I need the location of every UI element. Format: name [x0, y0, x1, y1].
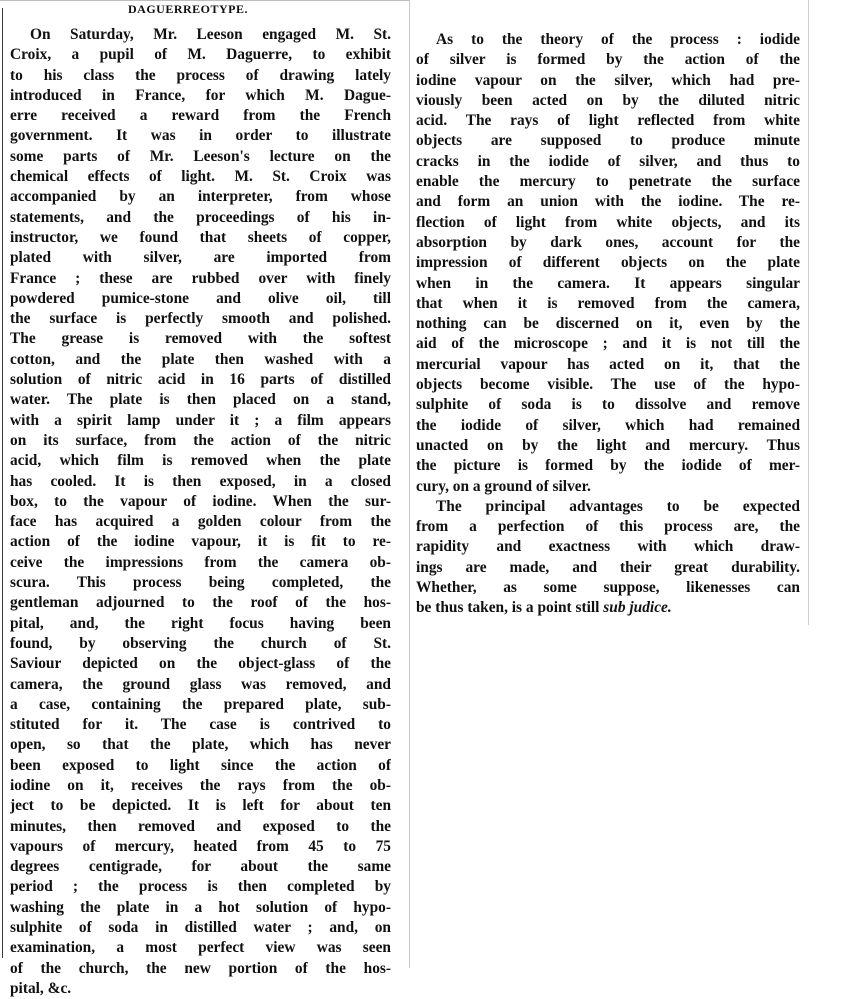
left-column-line: cotton, and the plate then washed with a [10, 350, 391, 368]
left-column-line: the surface is perfectly smooth and polished. [10, 310, 391, 328]
left-column-line: chemical effects of light. M. St. Croix was [10, 168, 391, 186]
left-column-line: France ; these are rubbed over with finely [10, 269, 391, 287]
left-column [10, 25, 391, 999]
left-column-line: been exposed to light since the action of [10, 756, 391, 774]
left-column-line: introduced in France, for which M. Dague- [10, 86, 391, 104]
left-column-line: powdered pumice-stone and olive oil, till [10, 289, 391, 307]
left-column-line: vapours of mercury, heated from 45 to 75 [10, 837, 391, 855]
left-column-line: open, so that the plate, which has never [10, 736, 391, 754]
left-column-line: action of the iodine vapour, it is fit to re- [10, 533, 391, 551]
left-column-line: ceive the impressions from the camera ob- [10, 553, 391, 571]
left-column-line: ject to be depicted. It is left for about ten [10, 797, 391, 815]
right-column-line: viously been acted on by the diluted nitric [416, 91, 800, 109]
left-column-line: solution of nitric acid in 16 parts of distilled [10, 371, 391, 389]
left-column-line: pital, and, the right focus having been [10, 614, 391, 632]
article-heading: DAGUERREOTYPE. [128, 2, 249, 16]
right-column-line: of silver is formed by the action of the [416, 51, 800, 69]
left-column-line: of the church, the new portion of the hos- [10, 959, 391, 977]
right-column-line: iodine vapour on the silver, which had pre- [416, 71, 800, 89]
left-column-line: Saviour depicted on the object-glass of the [10, 655, 391, 673]
left-column-line: On Saturday, Mr. Leeson engaged M. St. [30, 26, 391, 43]
left-column-line: erre received a reward from the French [10, 107, 391, 125]
right-column [416, 30, 800, 619]
left-column-line: face has acquired a golden colour from the [10, 513, 391, 531]
right-column-line: ings are made, and their great durability. [416, 558, 800, 576]
left-column-rule [2, 8, 3, 958]
right-column-line: when in the camera. It appears singular [416, 274, 800, 292]
left-column-line: sulphite of soda in distilled water ; and, on [10, 919, 391, 937]
left-column-line: to his class the process of drawing lately [10, 66, 391, 84]
left-column-line: minutes, then removed and exposed to the [10, 817, 391, 835]
center-column-rule [409, 0, 410, 968]
final-line-text: be thus taken, is a point still [416, 599, 604, 617]
left-column-line: The grease is removed with the softest [10, 330, 391, 348]
left-column-line: washing the plate in a hot solution of hypo- [10, 898, 391, 916]
left-column-line: accompanied by an interpreter, from whose [10, 188, 391, 206]
right-column-line: Whether, as some suppose, likenesses can [416, 579, 800, 597]
left-column-line: acid, which film is removed when the plate [10, 452, 391, 470]
right-column-line: The principal advantages to be expected [436, 497, 800, 515]
right-column-line: the iodide of silver, which had remained [416, 416, 800, 434]
right-column-line: the picture is formed by the iodide of mer- [416, 457, 800, 475]
left-column-line: a case, containing the prepared plate, sub- [10, 695, 391, 713]
right-column-line: objects are supposed to produce minute [416, 132, 800, 150]
right-column-line: and form an union with the iodine. The re- [416, 193, 800, 211]
right-column-line: rapidity and exactness with which draw- [416, 538, 800, 556]
left-column-line: some parts of Mr. Leeson's lecture on the [10, 147, 391, 165]
left-column-line: gentleman adjourned to the roof of the hos- [10, 594, 391, 612]
left-column-line: pital, &c. [10, 979, 72, 997]
right-column-line: absorption by dark ones, account for the [416, 233, 800, 251]
left-column-line: Croix, a pupil of M. Daguerre, to exhibit [10, 46, 391, 64]
left-column-line: water. The plate is then placed on a stand, [10, 391, 391, 409]
right-column-line: from a perfection of this process are, the [416, 518, 800, 536]
left-column-line: has cooled. It is then exposed, in a closed [10, 472, 391, 490]
right-column-line: impression of different objects on the plate [416, 254, 800, 272]
final-line-italic: sub judice. [603, 599, 672, 617]
left-column-line: statements, and the proceedings of his in- [10, 208, 391, 226]
left-column-line: found, by observing the church of St. [10, 634, 391, 652]
right-column-line: flection of light from white objects, and its [416, 213, 800, 231]
top-rule [0, 0, 410, 1]
right-column-line: aid of the microscope ; and it is not till the [416, 335, 800, 353]
left-column-line: instructor, we found that sheets of copper, [10, 228, 391, 246]
left-column-line: plated with silver, are imported from [10, 249, 391, 267]
right-column-line: nothing can be discerned on it, even by the [416, 315, 800, 333]
left-column-line: degrees centigrade, for about the same [10, 858, 391, 876]
left-column-line: stituted for it. The case is contrived to [10, 716, 391, 734]
left-column-line: camera, the ground glass was removed, and [10, 675, 391, 693]
right-column-line: sulphite of soda is to dissolve and remove [416, 396, 800, 414]
right-column-lines [416, 30, 800, 598]
left-column-line: scura. This process being completed, the [10, 574, 391, 592]
right-edge-rule [808, 0, 809, 625]
right-column-line: cury, on a ground of silver. [416, 477, 591, 495]
right-column-line: enable the mercury to penetrate the surface [416, 173, 800, 191]
left-column-line: box, to the vapour of iodine. When the sur- [10, 492, 391, 510]
left-column-line: examination, a most perfect view was seen [10, 939, 391, 957]
right-column-line: objects become visible. The use of the hypo- [416, 376, 800, 394]
left-column-line: with a spirit lamp under it ; a film appears [10, 411, 391, 429]
right-column-line: cracks in the iodide of silver, and thus to [416, 152, 800, 170]
left-column-line: on its surface, from the action of the nitric [10, 431, 391, 449]
left-column-line: government. It was in order to illustrate [10, 127, 391, 145]
right-column-line: acid. The rays of light reflected from white [416, 112, 800, 130]
right-column-line: As to the theory of the process : iodide [436, 31, 800, 48]
right-column-line: unacted on by the light and mercury. Thus [416, 436, 800, 454]
left-column-line: period ; the process is then completed by [10, 878, 391, 896]
right-column-line: that when it is removed from the camera, [416, 294, 800, 312]
left-column-line: iodine on it, receives the rays from the ob- [10, 776, 391, 794]
final-line [416, 598, 800, 618]
right-column-line: mercurial vapour has acted on it, that the [416, 355, 800, 373]
